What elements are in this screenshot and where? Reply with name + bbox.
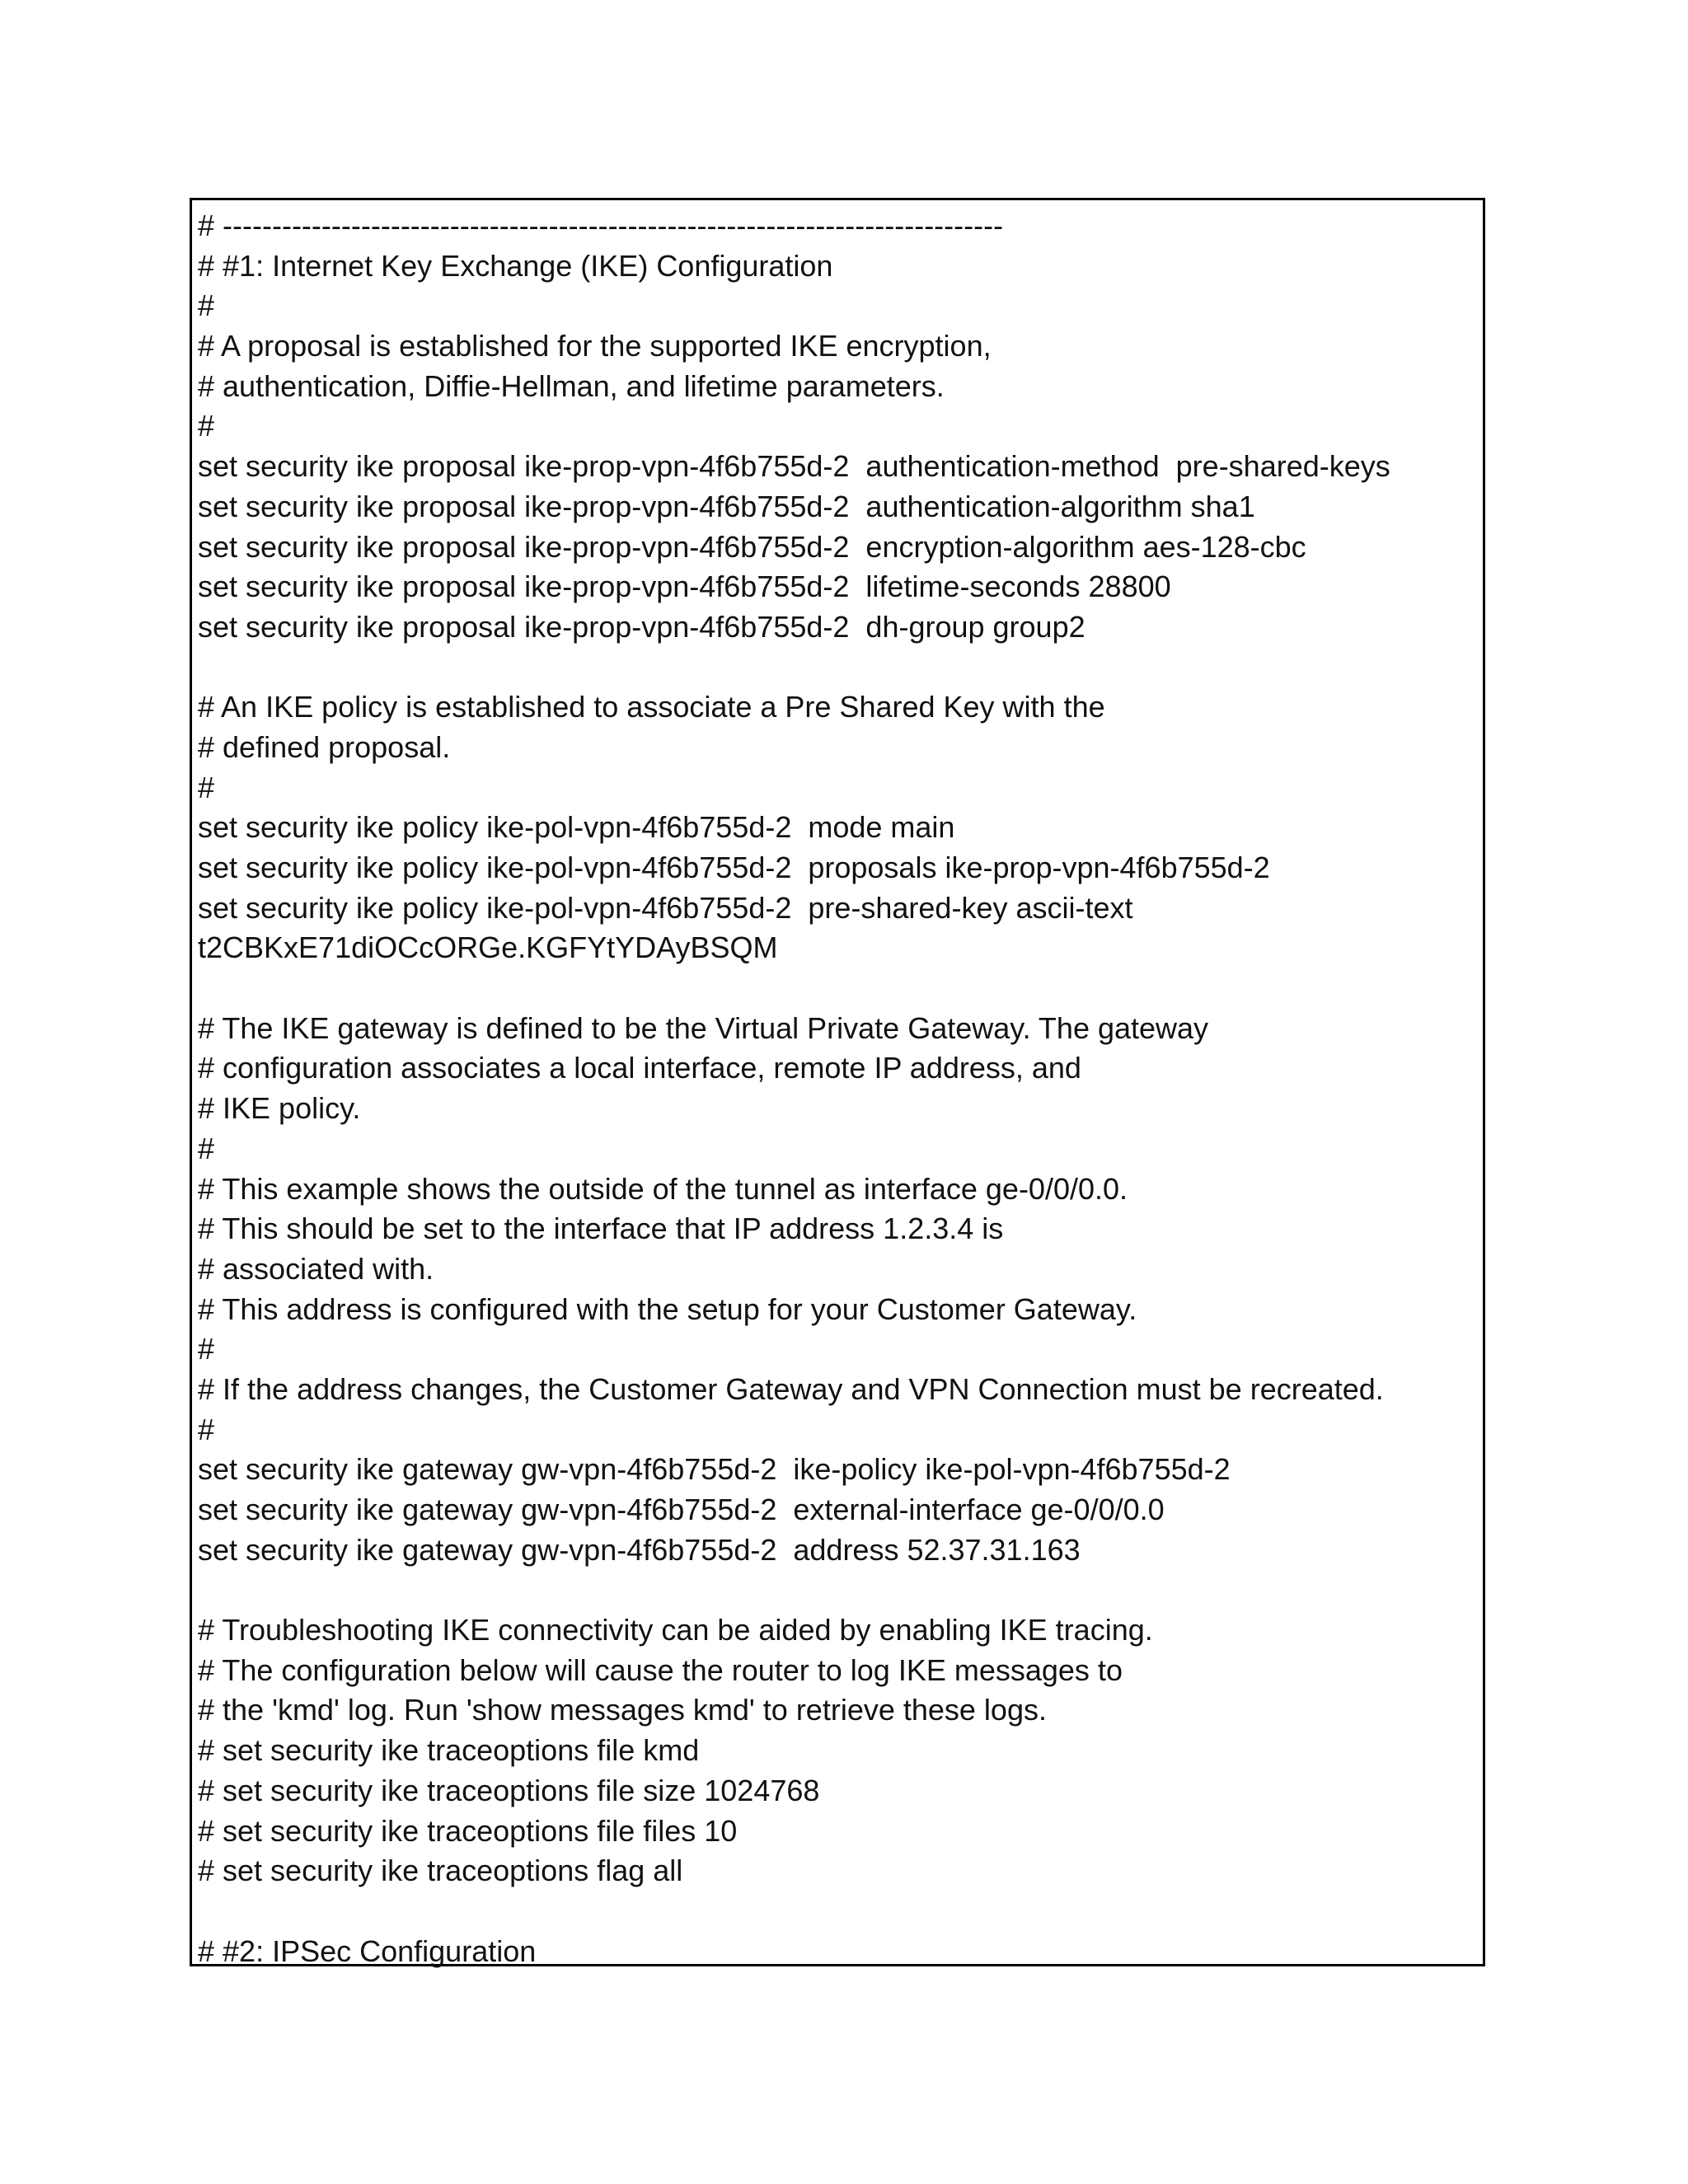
- comment-line: # This address is configured with the setup for your Customer Gateway.: [198, 1291, 1137, 1326]
- traceoptions-comment: # set security ike traceoptions flag all: [198, 1854, 683, 1888]
- comment-line: # An IKE policy is established to associate a Pre Shared Key with the: [198, 690, 1105, 724]
- comment-line: #: [198, 1332, 215, 1366]
- blank-line: [198, 968, 1390, 1009]
- blank-line: [198, 648, 1390, 688]
- blank-line: [198, 1891, 1390, 1932]
- comment-line: #: [198, 409, 215, 443]
- section-2-heading: # #2: IPSec Configuration: [198, 1933, 537, 1968]
- comment-line: #: [198, 288, 215, 323]
- comment-line: # IKE policy.: [198, 1091, 361, 1126]
- ike-proposal-command: set security ike proposal ike-prop-vpn-4f6b755d-2 lifetime-seconds 28800: [198, 569, 1171, 604]
- comment-line: # This example shows the outside of the tunnel as interface ge-0/0/0.0.: [198, 1171, 1128, 1206]
- blank-line: [198, 1570, 1390, 1610]
- section-1-heading: # #1: Internet Key Exchange (IKE) Configuration: [198, 248, 833, 283]
- comment-line: # authentication, Diffie-Hellman, and lifetime parameters.: [198, 368, 945, 403]
- comment-line: #: [198, 1131, 215, 1165]
- comment-line: # configuration associates a local interface, remote IP address, and: [198, 1051, 1081, 1085]
- comment-line: # The configuration below will cause the router to log IKE messages to: [198, 1652, 1123, 1687]
- ike-proposal-command: set security ike proposal ike-prop-vpn-4f6b755d-2 dh-group group2: [198, 609, 1085, 644]
- comment-line: # the 'kmd' log. Run 'show messages kmd' to retrieve these logs.: [198, 1693, 1047, 1727]
- ike-policy-command: set security ike policy ike-pol-vpn-4f6b755d-2 proposals ike-prop-vpn-4f6b755d-2: [198, 851, 1270, 884]
- config-text: [198, 206, 1390, 1971]
- comment-line: # The IKE gateway is defined to be the Virtual Private Gateway. The gateway: [198, 1010, 1209, 1045]
- comment-line: #: [198, 1412, 215, 1446]
- ike-proposal-command: set security ike proposal ike-prop-vpn-4f6b755d-2 authentication-algorithm sha1: [198, 489, 1255, 523]
- comment-line: # Troubleshooting IKE connectivity can be aided by enabling IKE tracing.: [198, 1613, 1153, 1647]
- traceoptions-comment: # set security ike traceoptions file size 1024768: [198, 1773, 820, 1807]
- comment-line: # associated with.: [198, 1251, 434, 1286]
- ike-proposal-command: set security ike proposal ike-prop-vpn-4f6b755d-2 encryption-algorithm aes-128-cbc: [198, 529, 1306, 564]
- traceoptions-comment: # set security ike traceoptions file kmd: [198, 1733, 700, 1768]
- ike-gateway-command: set security ike gateway gw-vpn-4f6b755d-2 external-interface ge-0/0/0.0: [198, 1493, 1165, 1526]
- ike-gateway-command: set security ike gateway gw-vpn-4f6b755d-2 ike-policy ike-pol-vpn-4f6b755d-2: [198, 1452, 1231, 1487]
- pre-shared-key-value: t2CBKxE71diOCcORGe.KGFYtYDAyBSQM: [198, 930, 778, 965]
- ike-policy-command: set security ike policy ike-pol-vpn-4f6b755d-2 pre-shared-key ascii-text: [198, 890, 1133, 925]
- comment-line: # If the address changes, the Customer Gateway and VPN Connection must be recreated.: [198, 1371, 1384, 1406]
- comment-line: # defined proposal.: [198, 729, 451, 764]
- comment-line: # A proposal is established for the supported IKE encryption,: [198, 329, 992, 363]
- ike-gateway-command: set security ike gateway gw-vpn-4f6b755d-2 address 52.37.31.163: [198, 1532, 1081, 1567]
- divider-comment-line: # -------------------------------------------------------------------------------: [198, 209, 1004, 242]
- comment-line: # This should be set to the interface that IP address 1.2.3.4 is: [198, 1212, 1004, 1246]
- ike-proposal-command: set security ike proposal ike-prop-vpn-4f6b755d-2 authentication-method pre-shared-keys: [198, 449, 1390, 484]
- ike-policy-command: set security ike policy ike-pol-vpn-4f6b755d-2 mode main: [198, 810, 955, 845]
- comment-line: #: [198, 770, 215, 804]
- traceoptions-comment: # set security ike traceoptions file files 10: [198, 1813, 738, 1848]
